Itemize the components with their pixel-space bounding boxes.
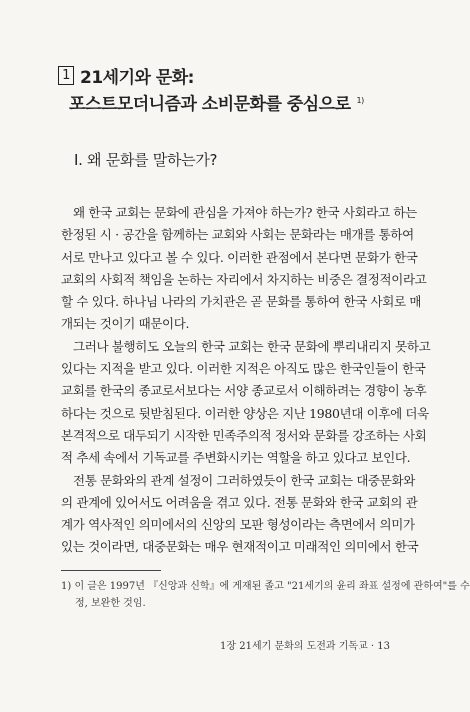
chapter-title-text-1: 21세기와 문화: xyxy=(80,67,194,88)
running-footer: 1장 21세기 문화의 도전과 기독교 · 13 xyxy=(220,641,390,652)
body-line: 계가 역사적인 의미에서의 신앙의 모판 형성이라는 측면에서 의미가 xyxy=(61,517,415,533)
footnote-divider xyxy=(61,570,161,571)
footnotes xyxy=(61,578,470,612)
body-line: 하다는 것으로 뒷받침된다. 이러한 양상은 지난 1980년대 이후에 더욱 xyxy=(61,405,429,421)
section-heading: I. 왜 문화를 말하는가? xyxy=(74,151,218,169)
body-line: 개되는 것이기 때문이다. xyxy=(61,316,190,332)
body-line: 있는 것이라면, 대중문화는 매우 현재적이고 미래적인 의미에서 한국 xyxy=(61,539,419,555)
body-line: 적 추세 속에서 기독교를 주변화시키는 역할을 하고 있다고 보인다. xyxy=(61,450,411,466)
body-line: 서로 만나고 있다고 볼 수 있다. 이러한 관점에서 본다면 문화가 한국 xyxy=(61,249,418,265)
body-line: 한정된 시 · 공간을 함께하는 교회와 사회는 문화라는 매개를 통하여 xyxy=(61,227,414,243)
chapter-title-line1 xyxy=(58,62,418,88)
body-line: 전통 문화와의 관계 설정이 그러하였듯이 한국 교회는 대중문화와 xyxy=(73,472,415,488)
chapter-footnote-marker: 1) xyxy=(356,96,364,105)
chapter-title xyxy=(58,62,418,114)
chapter-title-line2 xyxy=(58,88,418,114)
body-line: 본격적으로 대두되기 시작한 민족주의적 정서와 문화를 강조하는 사회 xyxy=(61,427,427,443)
body-line: 그러나 불행히도 오늘의 한국 교회는 한국 문화에 뿌리내리지 못하고 xyxy=(73,338,431,354)
body-line: 할 수 있다. 하나님 나라의 가치관은 곧 문화를 통하여 한국 사회로 매 xyxy=(61,294,422,310)
body-text xyxy=(61,202,431,559)
chapter-title-text-2: 포스트모더니즘과 소비문화를 중심으로 xyxy=(69,94,351,115)
body-line: 왜 한국 교회는 문화에 관심을 가져야 하는가? 한국 사회라고 하는 xyxy=(73,205,417,220)
footnote-line-continued: 정, 보완한 것임. xyxy=(75,598,146,609)
footnote-line: 1) 이 글은 1997년 『신앙과 신학』에 게재된 졸고 "21세기의 윤리 좌표 설정에 관하여"를 수 xyxy=(61,581,470,592)
body-line: 의 관계에 있어서도 어려움을 겪고 있다. 전통 문화와 한국 교회의 관 xyxy=(61,494,418,510)
body-line: 교회를 한국의 종교로서보다는 서양 종교로서 이해하려는 경향이 농후 xyxy=(61,383,427,399)
body-line: 교회의 사회적 책임을 논하는 자리에서 차지하는 비중은 결정적이라고 xyxy=(61,271,427,287)
body-line: 있다는 지적을 받고 있다. 이러한 지적은 아직도 많은 한국인들이 한국 xyxy=(61,361,426,377)
chapter-number-box: 1 xyxy=(58,66,74,85)
